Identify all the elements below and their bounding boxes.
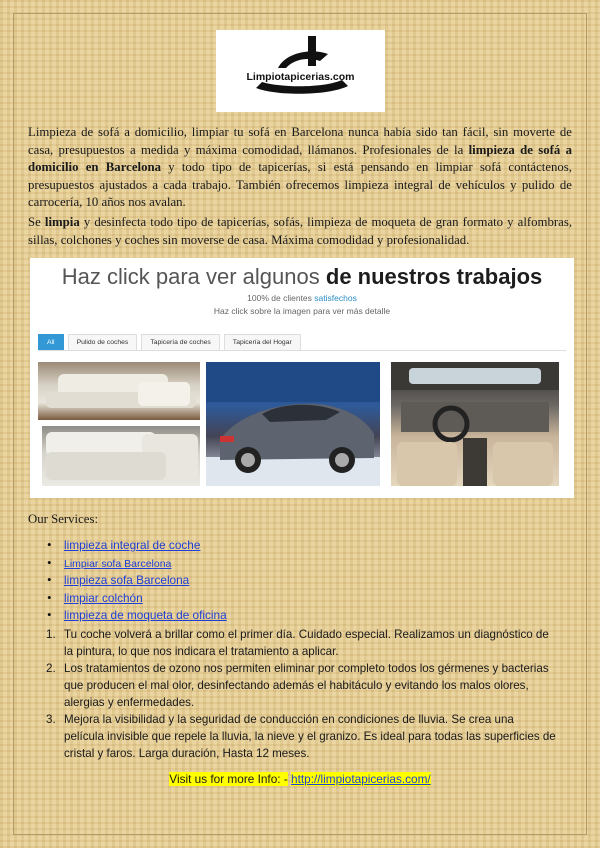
list-item xyxy=(47,538,547,556)
portfolio-subtitle-accent: satisfechos xyxy=(314,293,357,303)
intro2-bold: limpia xyxy=(44,215,80,229)
services-heading: Our Services: xyxy=(28,512,99,526)
footer-visit xyxy=(0,772,600,786)
list-number: 2. xyxy=(46,662,56,675)
list-item xyxy=(47,573,547,591)
logo-text: Limpiotapicerias.com xyxy=(246,71,355,83)
photo-sofa-2[interactable] xyxy=(42,426,200,486)
list-item xyxy=(46,660,556,711)
intro-paragraph xyxy=(28,124,572,212)
portfolio-banner[interactable] xyxy=(30,258,574,498)
intro-text-1: Limpieza de sofá a domicilio, limpiar tu sofá en Barcelona nunca había sido tan fácil, sin moverte de casa, presupuestos a medida y máxima comodidad, llámanos. Profesionales de la xyxy=(28,125,572,157)
list-item xyxy=(47,556,547,574)
photo-car-interior[interactable] xyxy=(391,362,559,486)
intro-bold-2: Barcelona xyxy=(105,160,161,174)
photo-car-exterior[interactable] xyxy=(206,362,380,486)
service-link-limpieza-integral-coche[interactable]: limpieza integral de coche xyxy=(64,538,201,552)
intro2-text-1: Se xyxy=(28,215,41,229)
intro-text-2: y todo tipo de tapicerías, si está pensando en limpiar sofá contáctenos, presupuestos ajustados a cada trabajo. También ofrecemos limpieza integral de vehículos y pulido de carrocería, 10 años nos avalan. xyxy=(28,160,572,209)
intro-bold-1: limpieza de sofá a domicilio en xyxy=(28,142,572,174)
tab-tapiceria-del-hogar[interactable]: Tapicería del Hogar xyxy=(224,334,301,351)
footer-link[interactable]: http://limpiotapicerias.com/ xyxy=(291,772,431,786)
portfolio-title xyxy=(30,264,574,290)
list-item xyxy=(46,711,556,762)
list-item xyxy=(47,591,547,609)
list-item xyxy=(46,626,556,660)
photo-sofa-1[interactable] xyxy=(38,362,200,420)
list-item xyxy=(47,608,547,626)
services-numbered-list xyxy=(46,626,556,762)
tab-all[interactable]: All xyxy=(38,334,64,351)
service-link-limpiar-colchon[interactable]: limpiar colchón xyxy=(64,590,143,605)
portfolio-title-bold: de nuestros trabajos xyxy=(325,264,543,289)
list-text: Los tratamientos de ozono nos permiten eliminar por completo todos los gérmenes y bacterias que producen el mal olor, desinfectando además el habitáculo y evitando los malos olores, alergias y enfermedades. xyxy=(64,662,549,709)
list-number: 1. xyxy=(46,628,56,641)
tab-tapiceria-de-coches[interactable]: Tapicería de coches xyxy=(141,334,219,351)
portfolio-subtitle-text: 100% de clientes xyxy=(247,293,312,303)
service-link-limpieza-sofa-barcelona[interactable]: limpieza sofa Barcelona xyxy=(64,573,190,587)
service-link-limpieza-moqueta-oficina[interactable]: limpieza de moqueta de oficina xyxy=(64,608,227,622)
service-link-limpiar-sofa-barcelona[interactable]: Limpiar sofa Barcelona xyxy=(64,557,172,570)
intro2-text-2: y desinfecta todo tipo de tapicerías, sofás, limpieza de moqueta de gran formato y alfombras, sillas, colchones y coches sin moverse de casa. Máxima comodidad y profesionalidad. xyxy=(28,215,573,247)
list-number: 3. xyxy=(46,713,56,726)
list-text: Mejora la visibilidad y la seguridad de conducción en condiciones de lluvia. Se crea una película invisible que repele la lluvia, la nieve y el granizo. Es ideal para todas las superficies de cristal y faros. Larga duración, Hasta 12 meses. xyxy=(64,713,556,760)
tabs-divider xyxy=(38,350,566,351)
services-link-list xyxy=(47,538,547,626)
portfolio-hint: Haz click sobre la imagen para ver más detalle xyxy=(213,306,391,316)
portfolio-subtitle xyxy=(30,293,574,303)
logo xyxy=(216,30,385,112)
footer-label: Visit us for more Info: - xyxy=(169,772,288,786)
intro-paragraph-2 xyxy=(28,214,572,249)
tab-pulido-de-coches[interactable]: Pulido de coches xyxy=(68,334,138,351)
portfolio-title-light: Haz click para ver algunos xyxy=(61,264,320,289)
portfolio-tabs xyxy=(38,334,301,351)
list-text: Tu coche volverá a brillar como el primer día. Cuidado especial. Realizamos un diagnóstico de la pintura, lo que nos indicara el tratamiento a aplicar. xyxy=(64,628,549,658)
